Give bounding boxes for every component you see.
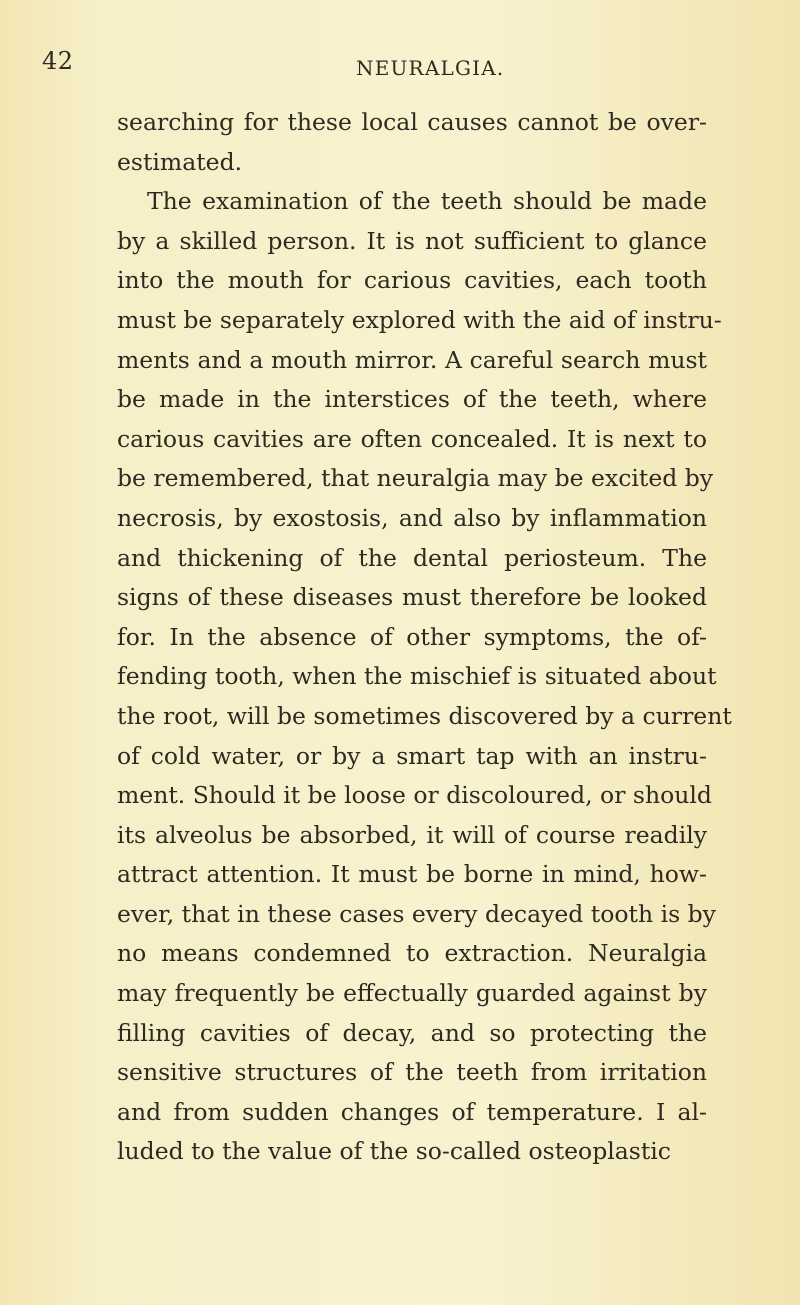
text-line: for. In the absence of other symptoms, the of- bbox=[117, 622, 707, 651]
text-line: into the mouth for carious cavities, each tooth bbox=[117, 266, 707, 295]
text-line: may frequently be effectually guarded against by bbox=[117, 979, 707, 1008]
text-line: no means condemned to extraction. Neuralgia bbox=[117, 939, 707, 968]
text-line: of cold water, or by a smart tap with an instru- bbox=[117, 741, 707, 770]
text-line: attract attention. It must be borne in mind, how- bbox=[117, 860, 707, 889]
body-text bbox=[117, 103, 732, 1172]
text-line: ments and a mouth mirror. A careful search must bbox=[117, 345, 707, 374]
text-line: ment. Should it be loose or discoloured, or should bbox=[117, 781, 712, 810]
text-line: and thickening of the dental periosteum. The bbox=[117, 543, 707, 572]
text-line: necrosis, by exostosis, and also by inflammation bbox=[117, 503, 707, 532]
text-line: ever, that in these cases every decayed tooth is by bbox=[117, 899, 716, 928]
text-line: the root, will be sometimes discovered by a current bbox=[117, 701, 732, 730]
text-line: estimated. bbox=[117, 147, 243, 176]
text-line: luded to the value of the so-called osteoplastic bbox=[117, 1137, 671, 1166]
running-head: NEURALGIA. bbox=[356, 56, 505, 80]
text-line: carious cavities are often concealed. It is next to bbox=[117, 424, 707, 453]
text-line: its alveolus be absorbed, it will of course readily bbox=[117, 820, 707, 849]
text-line: searching for these local causes cannot be over- bbox=[117, 108, 707, 136]
text-line: be made in the interstices of the teeth, where bbox=[117, 385, 707, 414]
text-line: and from sudden changes of temperature. I al- bbox=[117, 1097, 707, 1126]
text-line: signs of these diseases must therefore be looked bbox=[117, 583, 707, 612]
text-line: fending tooth, when the mischief is situated about bbox=[117, 662, 717, 691]
text-line: The examination of the teeth should be made bbox=[147, 187, 707, 216]
text-line: must be separately explored with the aid of instru- bbox=[117, 305, 722, 334]
page-number: 42 bbox=[42, 47, 74, 75]
text-line: be remembered, that neuralgia may be excited by bbox=[117, 464, 714, 493]
text-line: by a skilled person. It is not sufficient to glance bbox=[117, 226, 707, 255]
text-line: filling cavities of decay, and so protecting the bbox=[117, 1018, 707, 1047]
text-line: sensitive structures of the teeth from irritation bbox=[117, 1058, 707, 1087]
